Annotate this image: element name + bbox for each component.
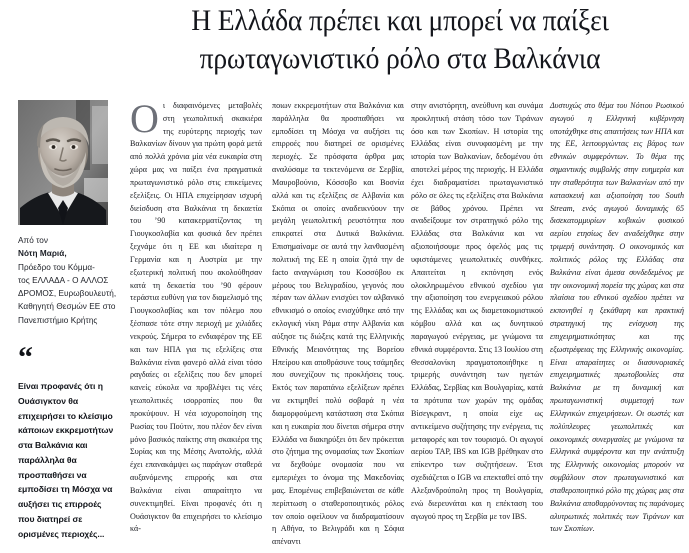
author-byline [18,234,118,327]
body-text-4: Δυστυχώς στο θέμα του Νότιου Ρωσικού αγωγού η Ελληνική κυβέρνηση υποτάχθηκε στις απαιτήσεις των ΗΠΑ και της ΕΕ, λειτουργώντας εις βάρος των εθνικών συμφερόντων. Το θέμα της σημαντικής συμβολής στην ευημερία και την σταθερότητα των Βαλκανίων από την κατασκευή και αξιοποίηση του South Stream, ενός αγωγού δυναμικής 65 δισεκατομμυρίων κυβικών φυσικού αερίου ετησίως δεν αναδείχθηκε στην τριμερή συνάντηση. Ο οικονομικός και πολιτικός ρόλος της Ελλάδας στα Βαλκάνια είναι άμεσα συνδεδεμένος με την οικονομική πορεία της χώρας και στα πλαίσια του εθνικού σχεδίου πρέπει να εκπονηθεί η ξεκάθαρη και πρακτική στρατηγική της ενίσχυση της επιχειρηματικότητας και της εξωστρέφειας της Ελληνικής οικονομίας. Είναι απαραίτητες οι διασυνοριακές επιχειρηματικές πρωτοβουλίες στα Βαλκάνια με τη δυναμική και πρωταγωνιστική συμμετοχή των Ελληνικών επιχειρήσεων. Οι σωστές και πολύπλευρες γεωπολιτικές και οικονομικές συνεργασίες με γνώμονα τα Ελληνικά συμφέροντα και την ανάπτυξη της Ελληνικής οικονομίας μπορούν να συμβάλουν στον πρωταγωνιστικό και σταθεροποιητικό ρόλο της χώρας μας στα Βαλκάνια αποθαρρύνοντας τις παράνομες αλυτρωτικές πολιτικές των Τιράνων και των Σκοπίων. [550,101,684,534]
author-role-line-3: ΔΡΟΜΟΣ, Ευρωβουλευτή, [18,289,117,299]
body-column-2 [272,100,404,549]
body-text-1: ι διαφαινόμενες μεταβολές στη γεωπολιτική σκακιέρα της ευρύτερης περιοχής των Βαλκανίων δίνουν για πρώτη φορά μετά από πολλά χρόνια μία νέα ευκαιρία στη χώρα μας να παίξει ένα πραγματικά πρωταγωνιστικό ρόλο στις επικείμενες εξελίξεις. Οι ΗΠΑ επιχείρησαν ισχυρή διείσδυση στα Βαλκάνια τη δεκαετία του ’90 κατακερματίζοντας τη Γιουγκοσλαβία και φυσικά δεν πρέπει ξεχνάμε ότι η ΕΕ και ιδιαίτερα η Γερμανία και η Αυστρία με την εξωτερική πολιτική που ακολούθησαν κατά τη δεκαετία του ’90 φέρουν τεράστια ευθύνη για τον διαμελισμό της Γιουγκοσλαβίας και τον πόλεμο που ξέσπασε τότε στην περιοχή με χιλιάδες νεκρούς. Σήμερα το ενδιαφέρον της ΕΕ και των ΗΠΑ για τις εξελίξεις στα Βαλκάνια είναι φανερό αλλά είναι τόσο ραγδαίες οι εξελίξεις που δεν μπορεί κανείς εύκολα να προβλέψει τις νέες γεωπολιτικές ισορροπίες που θα προκύψουν. Η νέα ισχυροποίηση της Ρωσίας του Πούτιν, που πλέον δεν είναι μόνο βασικός παίκτης στη σκακιέρα της Συρίας και της Μέσης Ανατολής, αλλά έχει επανακάμψει ως παράγων σταθερά αυξανόμενης επιρροής και στα Βαλκάνια είναι απαραίτητο να συνεκτιμηθεί. Είναι προφανές ότι η Ουάσιγκτον θα επιχειρήσει το κλείσιμο κά- [130,101,262,534]
drop-cap: Ο [130,96,159,141]
quote-mark-icon: “ [18,340,32,374]
page-title [142,2,657,79]
author-rail [18,100,118,542]
author-role-line-5: Πανεπιστήμιο Κρήτης [18,315,98,325]
headline-line-1: Η Ελλάδα πρέπει και μπορεί να παίξει [191,4,609,37]
body-column-3 [411,100,543,523]
body-paragraph-1 [130,96,262,536]
author-role-line-4: Καθηγητή Θεσμών ΕΕ στο [18,302,116,312]
body-column-1 [130,96,262,536]
headline-line-2: πρωταγωνιστικό ρόλο στα Βαλκάνια [199,42,601,76]
author-role-line-2: τος ΕΛΛΑΔΑ - Ο ΑΛΛΟΣ [18,275,109,285]
portrait-image [18,100,108,225]
body-text-3: στην ανιστόρητη, ανεύθυνη και συνάμα προκλητική στάση τόσο των Τιράνων όσο και των Σκοπίων. Η ιστορία της Ελλάδας είναι συνυφασμένη με την ιστορία των Βαλκανίων, δεδομένου ότι αποτελεί μέρος της περιοχής. Η Ελλάδα έχει διαδραματίσει πρωταγωνιστικό ρόλο σε όλες τις εξελίξεις στα Βαλκάνια σε βάθος χρόνου. Πρέπει να αναδείξουμε τον στρατηγικό ρόλο της Ελλάδας στα Βαλκάνια και να αξιοποιήσουμε προς όφελός μας τις υφιστάμενες γεωπολιτικές συνθήκες. Απαιτείται η εκπόνηση ενός ολοκληρωμένου εθνικού σχεδίου για την αξιοποίηση του ενεργειακού ρόλου της Ελλάδας και ως διαμετακομιστικού κόμβου αλλά και ως δυνητικού παραγωγού ενέργειας, με γνώμονα τα εθνικά συμφέροντα. Στις 13 Ιουλίου στη Θεσσαλονίκη πραγματοποιήθηκε η τριμερής συνάντηση των ηγετών Ελλάδας, Σερβίας και Βουλγαρίας, κατά τα πρότυπα των χωρών της ομάδας Βίσεγκραντ, η οποία είχε ως αντικείμενο συζήτησης την ενέργεια, τις μεταφορές και τον τουρισμό. Οι αγωγοί αερίου TAP, IBS και IGB βρέθηκαν στο επίκεντρο των συζητήσεων. Έτσι σχεδιάζεται ο IGB να επεκταθεί από την Αλεξανδρούπολη προς τη Βουλγαρία, ενώ διερευνάται και η επέκταση του αγωγού προς τη Σερβία με τον IBS. [411,101,543,521]
byline-prefix: Από τον [18,236,49,245]
body-text-2: ποιων εκκρεμοτήτων στα Βαλκάνια και παράλληλα θα προσπαθήσει να εμποδίσει τη Μόσχα να αυξήσει τις επιρροές που διατηρεί σε ορισμένες περιοχές. Σε πρόσφατα άρθρα μας αναλύσαμε τα τεκτενόμενα σε Σερβία, Μαυροβούνιο, Κόσσοβο και Βοσνία αλλά και τις εξελίξεις σε Αλβανία και Σκόπια οι οποίες αναδεικνύουν την μεγάλη γεωπολιτική ρευστότητα που επικρατεί στα Δυτικά Βαλκάνια. Επισημαίναμε σε αυτά την λανθασμένη πολιτική της ΕΕ η οποία ζητά την de facto αναγνώριση του Κοσσόβου εκ μέρους του Βελιγραδίου, γεγονός που πέραν των άλλων ενισχύει τον αλβανικό εθνικισμό ο οποίος ενισχύθηκε από την εκλογική νίκη Ράμα στην Αλβανία και αύξησε τις διώξεις κατά της Ελληνικής Εθνικής Μειονότητας της Βορείου Ηπείρου και αποθράσυνε τους τσάμηδες που συνεχίζουν τις προκλήσεις τους. Εκτός των παραπάνω εξελίξεων πρέπει να εκτιμηθεί πολύ σοβαρά η νέα διαμορφούμενη κατάσταση στα Σκόπια και η ευκαιρία που δίνεται σήμερα στην Ελλάδα να διακηρύξει ότι δεν πρόκειται στο ζήτημα της ονομασίας των Σκοπίων να δεχθούμε ονομασία που να εμπεριέχει το όνομα της Μακεδονίας μας. Επομένως επιβεβαιώνεται σε κάθε περίπτωση ο σταθεροποιητικός ρόλος τον οποίο οφείλουν να διαδραματίσουν η Αθήνα, το Βελιγράδι και η Σόφια απέναντι [272,101,404,547]
author-photo [18,100,108,225]
body-column-4 [550,100,684,536]
author-name: Νότη Μαριά, [18,249,67,259]
author-role-line-1: Πρόεδρο του Κόμμα- [18,262,95,272]
pull-quote: Είναι προφανές ότι η Ουάσιγκτον θα επιχειρήσει το κλείσιμο κάποιων εκκρεμοτήτων στα Βαλκάνια και παράλληλα θα προσπαθήσει να εμποδίσει τη Μόσχα να αυξήσει τις επιρροές που διατηρεί σε ορισμένες περιοχές... [18,380,114,539]
